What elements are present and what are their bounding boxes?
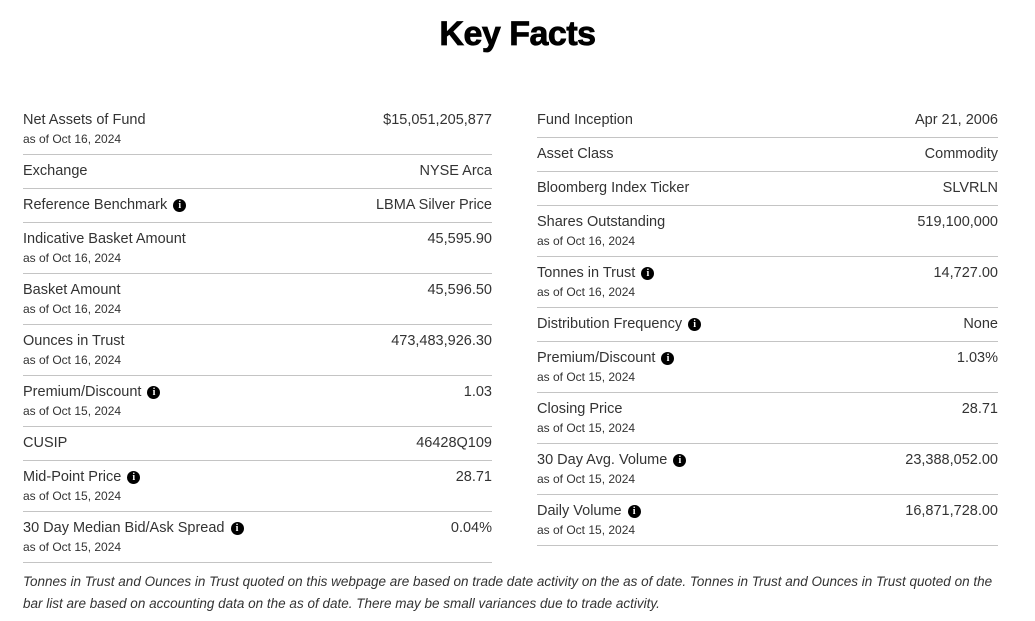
fact-label: Net Assets of Fund xyxy=(23,112,146,128)
fact-label: 30 Day Avg. Volume xyxy=(537,452,668,468)
fact-row xyxy=(23,325,492,376)
info-icon[interactable]: i xyxy=(641,267,654,280)
fact-row xyxy=(23,155,492,189)
fact-row xyxy=(23,512,492,563)
fact-row xyxy=(23,189,492,223)
fact-head xyxy=(23,467,140,504)
fact-head xyxy=(23,161,88,181)
fact-label: Premium/Discount xyxy=(23,384,142,400)
fact-label-line xyxy=(537,501,641,521)
fact-label: Basket Amount xyxy=(23,282,121,298)
as-of-date: as of Oct 15, 2024 xyxy=(537,523,636,537)
fact-value: 28.71 xyxy=(961,401,998,417)
fact-value: 1.03% xyxy=(956,350,998,366)
fact-head xyxy=(537,144,614,164)
fact-label: Ounces in Trust xyxy=(23,333,125,349)
info-icon[interactable]: i xyxy=(688,318,701,331)
fact-label: Bloomberg Index Ticker xyxy=(537,180,690,196)
fact-value: 46428Q109 xyxy=(416,435,492,451)
info-icon[interactable]: i xyxy=(673,454,686,467)
fact-row xyxy=(537,206,998,257)
fact-label: 30 Day Median Bid/Ask Spread xyxy=(23,520,225,536)
as-of-date: as of Oct 16, 2024 xyxy=(23,302,122,316)
fact-value: NYSE Arca xyxy=(419,163,492,179)
fact-head xyxy=(23,518,244,555)
fact-row xyxy=(537,495,998,546)
as-of-date: as of Oct 16, 2024 xyxy=(23,132,122,146)
fact-label: Indicative Basket Amount xyxy=(23,231,186,247)
info-icon[interactable]: i xyxy=(147,386,160,399)
fact-value: LBMA Silver Price xyxy=(375,197,492,213)
as-of-date: as of Oct 16, 2024 xyxy=(537,285,636,299)
fact-label-line xyxy=(23,518,244,538)
as-of-date: as of Oct 16, 2024 xyxy=(23,353,122,367)
fact-value: Apr 21, 2006 xyxy=(914,112,998,128)
fact-head xyxy=(537,399,635,436)
fact-label-line xyxy=(23,110,146,130)
fact-head xyxy=(23,110,146,147)
fact-row xyxy=(537,172,998,206)
fact-label-line xyxy=(537,314,701,334)
fact-row xyxy=(23,104,492,155)
fact-label-line xyxy=(537,348,674,368)
fact-head xyxy=(23,280,121,317)
fact-row xyxy=(537,393,998,444)
fact-row xyxy=(537,342,998,393)
fact-head xyxy=(537,212,665,249)
footnote-disclaimer: Tonnes in Trust and Ounces in Trust quoted on this webpage are based on trade date activity on the as of date. Tonnes in Trust and Ounces in Trust quoted on the bar list are based on accounting data on the as of date. There may be small variances due to trade activity. xyxy=(23,574,993,611)
fact-value: 473,483,926.30 xyxy=(391,333,492,349)
fact-label: Mid-Point Price xyxy=(23,469,122,485)
fact-value: 45,596.50 xyxy=(427,282,492,298)
fact-value: 519,100,000 xyxy=(917,214,998,230)
info-icon[interactable]: i xyxy=(127,471,140,484)
fact-value: 1.03 xyxy=(463,384,492,400)
page-title: Key Facts xyxy=(439,15,596,53)
fact-label: CUSIP xyxy=(23,435,68,451)
as-of-date: as of Oct 15, 2024 xyxy=(23,540,122,554)
fact-row xyxy=(537,444,998,495)
fact-label-line xyxy=(23,467,140,487)
fact-row xyxy=(537,104,998,138)
fact-row xyxy=(23,274,492,325)
fact-label-line xyxy=(23,229,186,249)
fact-label-line xyxy=(537,212,665,232)
info-icon[interactable]: i xyxy=(231,522,244,535)
fact-label-line xyxy=(23,331,125,351)
as-of-date: as of Oct 16, 2024 xyxy=(537,234,636,248)
fact-head xyxy=(537,348,674,385)
fact-label-line xyxy=(537,144,614,164)
fact-label: Reference Benchmark xyxy=(23,197,168,213)
fact-head xyxy=(23,382,160,419)
fact-head xyxy=(23,229,186,266)
fact-row xyxy=(23,427,492,461)
fact-label-line xyxy=(23,433,67,453)
fact-row xyxy=(23,223,492,274)
fact-label-line xyxy=(23,280,121,300)
fact-head xyxy=(23,331,125,368)
fact-value: $15,051,205,877 xyxy=(383,112,492,128)
facts-column-right xyxy=(537,104,998,563)
fact-label-line xyxy=(23,195,186,215)
fact-label-line xyxy=(23,382,160,402)
fact-head xyxy=(537,178,689,198)
fact-label: Tonnes in Trust xyxy=(537,265,636,281)
info-icon[interactable]: i xyxy=(173,199,186,212)
fact-row xyxy=(23,461,492,512)
fact-row xyxy=(537,138,998,172)
fact-value: None xyxy=(963,316,998,332)
info-icon[interactable]: i xyxy=(661,352,674,365)
fact-label: Closing Price xyxy=(537,401,623,417)
fact-label: Daily Volume xyxy=(537,503,622,519)
fact-head xyxy=(537,314,701,334)
fact-head xyxy=(537,263,654,300)
fact-row xyxy=(537,308,998,342)
info-icon[interactable]: i xyxy=(628,505,641,518)
fact-head xyxy=(537,110,633,130)
fact-row xyxy=(537,257,998,308)
fact-label-line xyxy=(537,450,686,470)
as-of-date: as of Oct 15, 2024 xyxy=(23,404,122,418)
fact-value: 14,727.00 xyxy=(933,265,998,281)
fact-head xyxy=(537,450,686,487)
fact-label: Premium/Discount xyxy=(537,350,656,366)
as-of-date: as of Oct 15, 2024 xyxy=(537,370,636,384)
fact-value: 0.04% xyxy=(450,520,492,536)
fact-label: Fund Inception xyxy=(537,112,633,128)
fact-label-line xyxy=(23,161,88,181)
fact-value: 23,388,052.00 xyxy=(905,452,998,468)
page-header xyxy=(0,0,1035,55)
fact-label: Distribution Frequency xyxy=(537,316,683,332)
fact-head xyxy=(537,501,641,538)
fact-label-line xyxy=(537,110,633,130)
as-of-date: as of Oct 15, 2024 xyxy=(23,489,122,503)
fact-row xyxy=(23,376,492,427)
fact-value: Commodity xyxy=(924,146,998,162)
fact-head xyxy=(23,433,67,453)
fact-head xyxy=(23,195,186,215)
as-of-date: as of Oct 15, 2024 xyxy=(537,421,636,435)
key-facts-table xyxy=(0,104,1035,563)
fact-value: 28.71 xyxy=(455,469,492,485)
fact-label: Shares Outstanding xyxy=(537,214,666,230)
as-of-date: as of Oct 16, 2024 xyxy=(23,251,122,265)
fact-label: Exchange xyxy=(23,163,88,179)
fact-value: 45,595.90 xyxy=(427,231,492,247)
fact-label-line xyxy=(537,263,654,283)
as-of-date: as of Oct 15, 2024 xyxy=(537,472,636,486)
fact-label-line xyxy=(537,178,689,198)
fact-label: Asset Class xyxy=(537,146,614,162)
fact-label-line xyxy=(537,399,635,419)
fact-value: 16,871,728.00 xyxy=(905,503,998,519)
facts-column-left xyxy=(23,104,492,563)
fact-value: SLVRLN xyxy=(942,180,998,196)
